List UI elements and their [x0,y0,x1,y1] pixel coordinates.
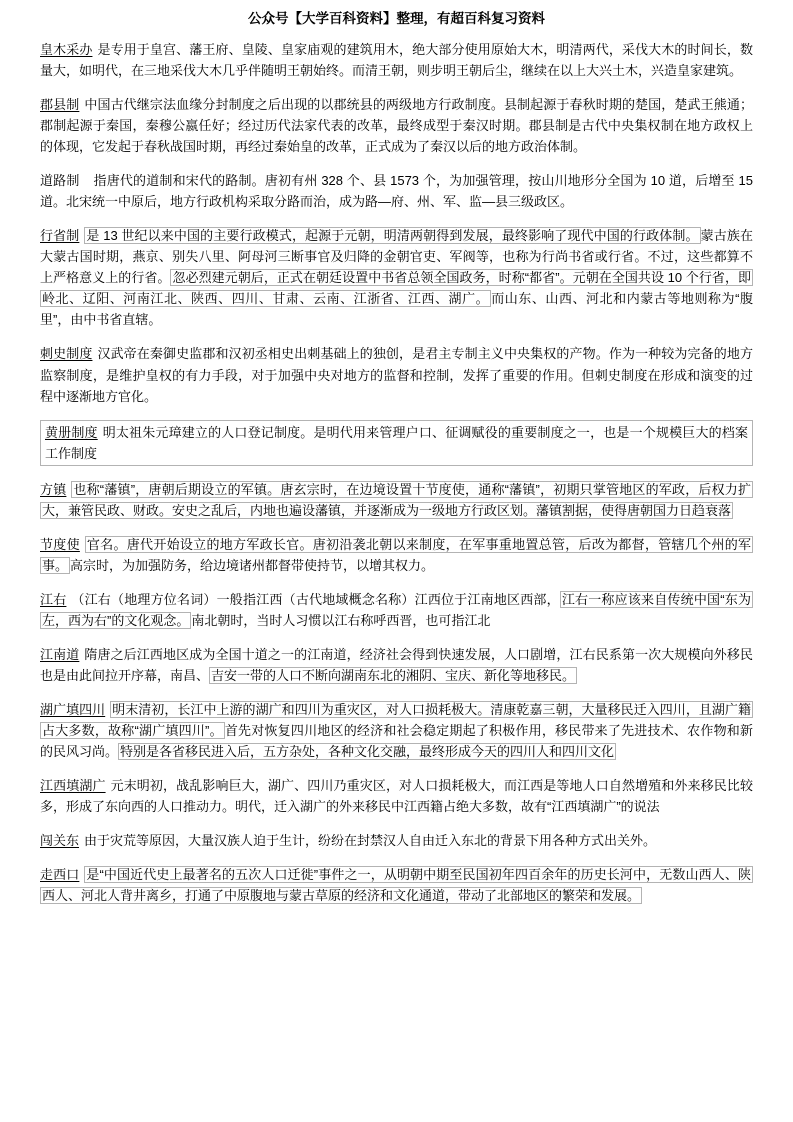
definition-text: 也称“藩镇”，唐朝后期设立的军镇。唐玄宗时，在边境设置十节度使，通称“藩镇”，初期只掌管地区的军政，后权力扩大，兼管民政、财政。安史之乱后，内地也遍设藩镇，并逐渐成为一级地方行政区划。藩镇割据，使得唐朝国力日趋衰落 [42,481,751,518]
glossary-entry [40,775,753,817]
term: 走西口 [40,867,80,883]
definition-text: 明末清初，长江中上游的湖广和四川为重灾区，对人口损耗极大。清康乾嘉三朝，大量移民迁入四川，且湖广籍占大多数，故称“湖广填四川”。 [42,702,751,739]
glossary-entry [40,39,753,81]
term: 方镇 [40,481,67,497]
definition-text: 是 13 世纪以来中国的主要行政模式，起源于元朝，明清两朝得到发展，最终影响了现代中国的行政体制。 [86,228,699,244]
definition-text: （江右（地理方位名词）一般指江西（古代地域概念名称）江西位于江南地区西部， [71,591,560,607]
glossary-entry [40,589,753,631]
glossary-entry [40,864,753,906]
definition-text: 明太祖朱元璋建立的人口登记制度。是明代用来管理户口、征调赋役的重要制度之一，也是一个规模巨大的档案工作制度 [45,424,748,461]
term: 闯关东 [40,833,80,849]
term: 刺史制度 [40,346,93,362]
term: 行省制 [40,228,80,244]
glossary-entry [40,479,753,521]
term: 节度使 [40,536,80,552]
definition-text: 隋唐之后江西地区成为全国十道之一的江南道，经济社会得到快速发展，人口剧增，江右民系第一次大规模向外移民也是由此间拉开序幕，南昌、 [40,646,753,684]
definition-text: 蒙古族在大蒙古国时期，燕京、别失八里、阿母河三断事官及归降的金朝官吏、军阀等，也称为行尚书省或行省。不过，这些都算不上严格意义上的行省。 [40,228,753,286]
term: 江西填湖广 [40,778,106,794]
definition-text: 指唐代的道制和宋代的路制。唐初有州 328 个、县 1573 个，为加强管理，按山川地形分全国为 10 道，后增至 15 道。北宋统一中原后，地方行政机构采取分路而治，成为路—府、州、军、监—县三级政区。 [40,173,753,210]
term: 郡县制 [40,96,80,112]
glossary-entry [40,534,753,576]
definition-text: 由于灾荒等原因，大量汉族人迫于生计，纷纷在封禁汉人自由迁入东北的背景下用各种方式出关外。 [84,833,657,849]
definition-text: 元末明初，战乱影响巨大，湖广、四川乃重灾区，对人口损耗极大，而江西是等地人口自然增殖和外来移民比较多，形成了东向西的人口推动力。明代，迁入湖广的外来移民中江西籍占绝大多数，故有“江西填湖广”的说法 [40,778,753,815]
page-title: 公众号【大学百科资料】整理，有超百科复习资料 [248,11,545,26]
glossary-entry [40,170,753,212]
glossary-entry [40,699,753,762]
definition-text: 南北朝时，当时人习惯以江右称呼西晋，也可指江北 [191,612,491,628]
definition-text: 江右一称应该来自传统中国“东为左，西为右”的文化观念。 [42,591,751,628]
definition-text: 而山东、山西、河北和内蒙古等地则称为“腹里”，由中书省直辖。 [40,291,753,328]
definition-text: 汉武帝在秦御史监郡和汉初丞相史出刺基础上的独创，是君主专制主义中央集权的产物。作为一种较为完备的地方监察制度，是维护皇权的有力手段，对于加强中央对地方的监督和控制，发挥了重要的作用。但刺史制度在形成和演变的过程中逐渐地方官化。 [40,346,753,404]
definition-text: 忽必烈建元朝后，正式在朝廷设置中书省总领全国政务，时称“都省”。元朝在全国共设 10 个行省，即岭北、辽阳、河南江北、陕西、四川、甘肃、云南、江浙省、江西、湖广。 [42,270,751,307]
term: 黄册制度 [45,424,98,440]
term: 江右 [40,591,67,607]
definition-text: 首先对恢复四川地区的经济和社会稳定期起了积极作用，移民带来了先进技术、农作物和新的民风习尚。 [40,723,753,760]
glossary-entry [40,644,753,686]
glossary-entry [40,420,753,466]
glossary-entry [40,225,753,330]
definition-text: 中国古代继宗法血缘分封制度之后出现的以郡统县的两级地方行政制度。县制起源于春秋时期的楚国，楚武王熊通；郡制起源于秦国，秦穆公嬴任好；经过历代法家代表的改革，最终成型于秦汉时期。郡县制是古代中央集权制在地方政权上的体现，它发起于春秋战国时期，再经过秦始皇的改革，正式成为了秦汉以后的地方政治体制。 [40,96,753,155]
definition-text: 是专用于皇宫、藩王府、皇陵、皇家庙观的建筑用木，绝大部分使用原始大木，明清两代，采伐大木的时间长，数量大，如明代，在三地采伐大木几乎伴随明王朝始终。而清王朝，则步明王朝后尘，继续在以上大兴土木，兴造皇家建筑。 [40,41,753,78]
term: 道路制 [40,173,80,189]
definition-text: 高宗时，为加强防务，给边境诸州都督带使持节，以增其权力。 [70,557,435,573]
definition-text: 是“中国近代史上最著名的五次人口迁徙”事件之一，从明朝中期至民国初年四百余年的历史长河中，无数山西人、陕西人、河北人背井离乡，打通了中原腹地与蒙古草原的经济和文化通道，带动了北部地区的繁荣和发展。 [42,867,751,904]
glossary-entry [40,94,753,157]
term: 湖广填四川 [40,702,106,718]
glossary-entry [40,343,753,406]
term: 江南道 [40,646,80,662]
definition-text: 特别是各省移民进入后，五方杂处，各种文化交融，最终形成今天的四川人和四川文化 [120,744,615,760]
definition-text: 吉安一带的人口不断向湖南东北的湘阴、宝庆、新化等地移民。 [211,668,576,684]
glossary-entry [40,830,753,851]
term: 皇木采办 [40,41,93,57]
definition-text: 官名。唐代开始设立的地方军政长官。唐初沿袭北朝以来制度，在军事重地置总管，后改为都督，管辖几个州的军事。 [42,536,751,573]
